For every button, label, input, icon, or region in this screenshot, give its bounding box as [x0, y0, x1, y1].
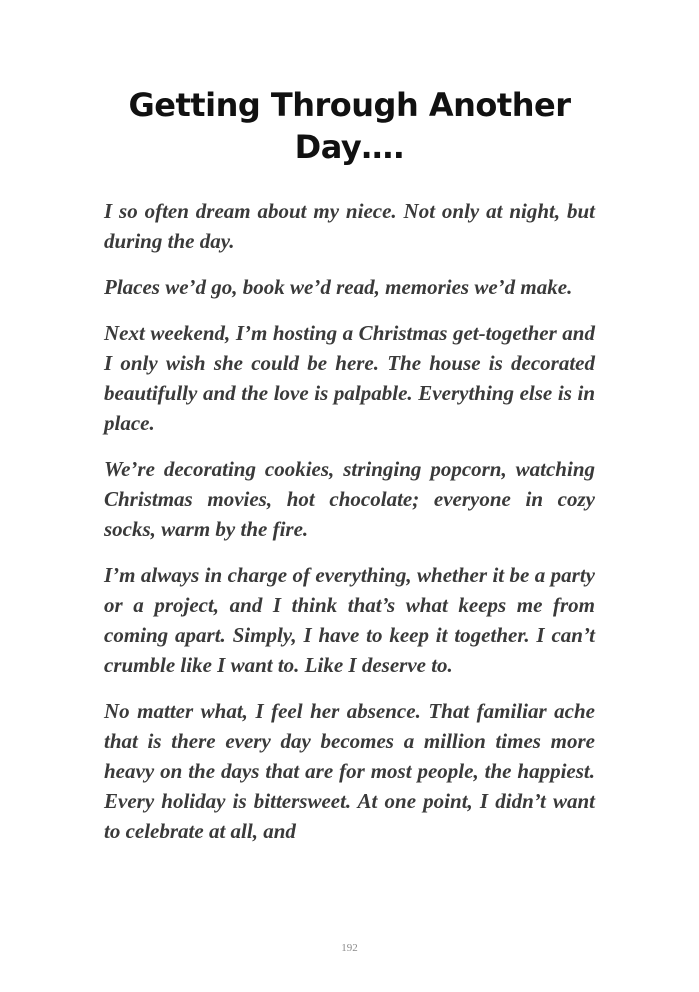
- paragraph: I so often dream about my niece. Not only at night, but during the day.: [104, 199, 595, 253]
- paragraph: We’re decorating cookies, stringing popcorn, watching Christmas movies, hot chocolate; everyone in cozy socks, warm by the fire.: [104, 457, 595, 541]
- paragraph: I’m always in charge of everything, whether it be a party or a project, and I think that’s what keeps me from coming apart. Simply, I have to keep it together. I can’t crumble like I want to. Like I deserve to.: [104, 563, 595, 677]
- page-number: 192: [341, 942, 358, 954]
- paragraph: Places we’d go, book we’d read, memories we’d make.: [104, 275, 573, 299]
- body-text: [104, 196, 595, 862]
- paragraph: Next weekend, I’m hosting a Christmas get-together and I only wish she could be here. The house is decorated beautifully and the love is palpable. Everything else is in place.: [104, 321, 595, 435]
- paragraph: No matter what, I feel her absence. That familiar ache that is there every day becomes a million times more heavy on the days that are for most people, the happiest. Every holiday is bittersweet. At one point, I didn’t want to celebrate at all, and: [104, 699, 595, 843]
- chapter-title: Getting Through Another Day….: [128, 86, 571, 166]
